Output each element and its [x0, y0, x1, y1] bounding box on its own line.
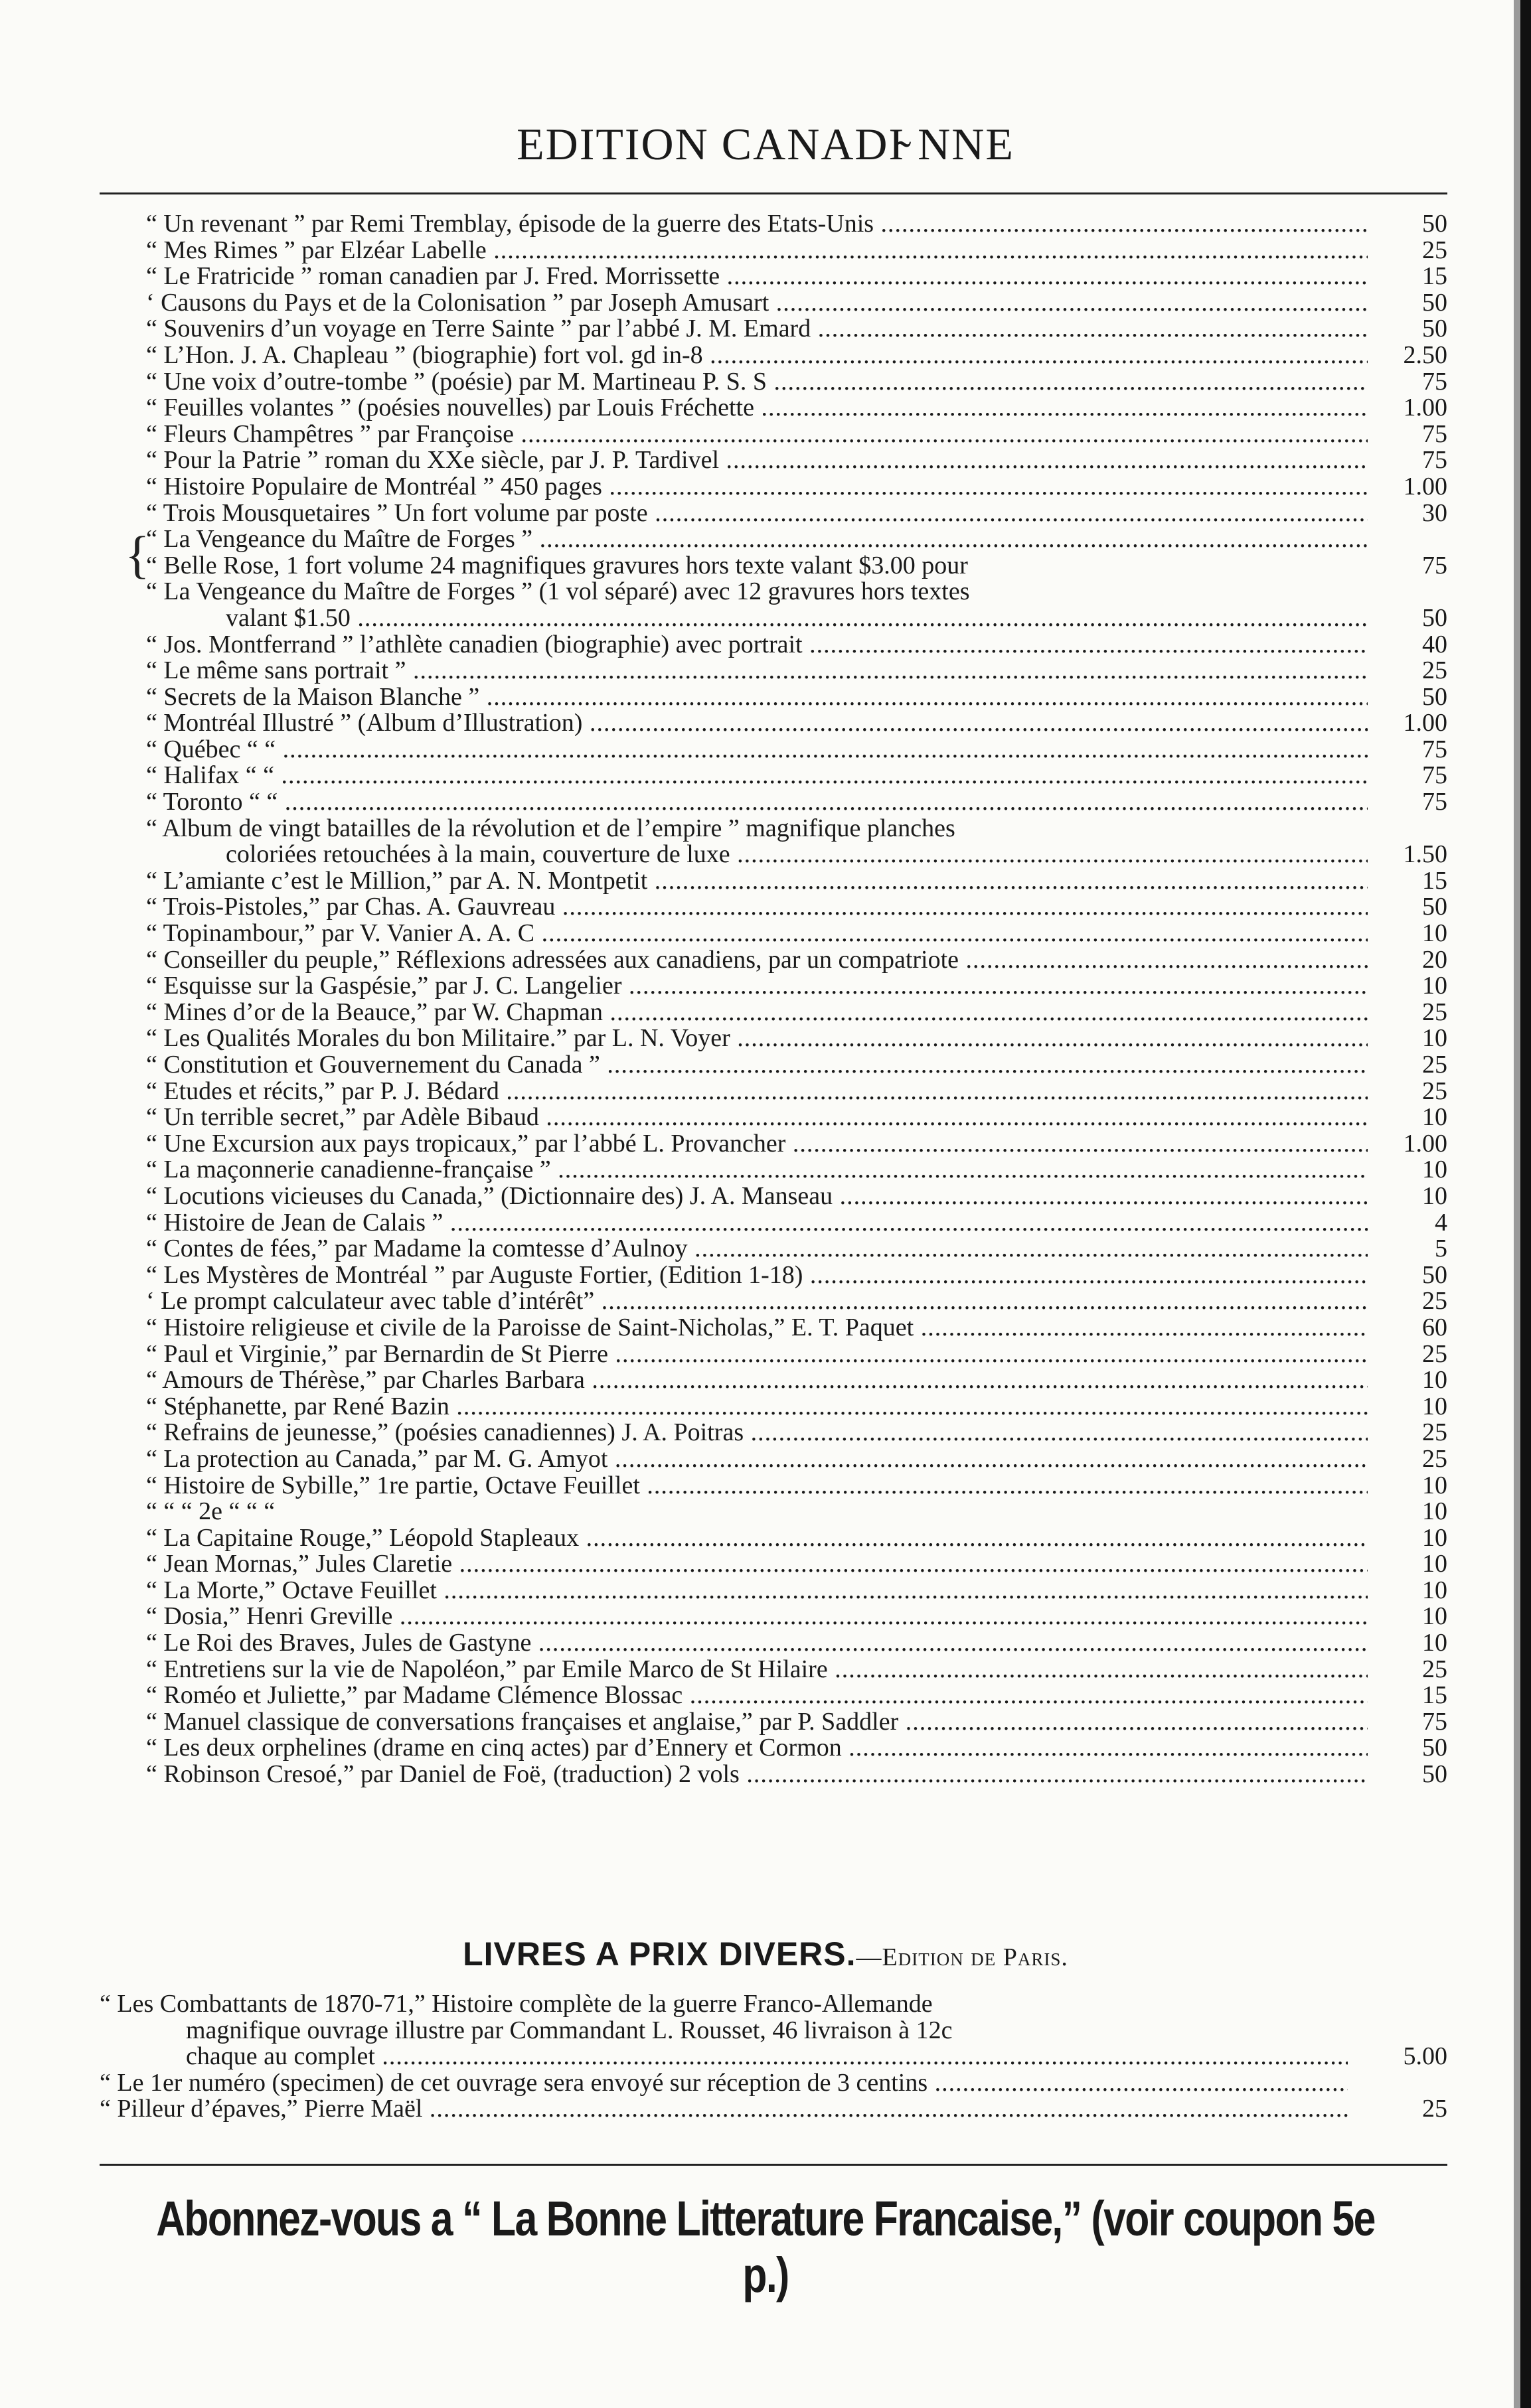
- entry-price: 10: [1422, 1602, 1447, 1631]
- entry-price: 1.00: [1403, 472, 1447, 500]
- entry-title: “ Histoire de Jean de Calais ” .....: [146, 1210, 1368, 1237]
- entry-price: 50: [1422, 1260, 1447, 1289]
- entry-price: 15: [1422, 866, 1447, 895]
- catalog-entry: [100, 2018, 1454, 2044]
- catalog-entry: [126, 474, 1454, 500]
- entry-title: “ Album de vingt batailles de la révolution et de l’empire ” magnifique planches: [146, 815, 955, 842]
- catalog-entry: [126, 1367, 1454, 1394]
- entry-title: “ Mes Rimes ” par Elzéar Labelle .....: [146, 238, 1368, 264]
- entry-price: 10: [1422, 1576, 1447, 1604]
- catalog-entry: [126, 894, 1454, 921]
- entry-price: 10: [1422, 1024, 1447, 1053]
- entry-title: “ Un terrible secret,” par Adèle Bibaud .....: [146, 1104, 1368, 1131]
- entry-price: 20: [1422, 945, 1447, 974]
- entry-price: 15: [1422, 262, 1447, 291]
- entry-price: 50: [1422, 210, 1447, 238]
- page-edge-shadow: [1514, 0, 1520, 2408]
- catalog-entry: [126, 1683, 1454, 1709]
- entry-price: 5.00: [1403, 2042, 1447, 2071]
- entry-price: 10: [1422, 972, 1447, 1000]
- catalog-entry: [126, 710, 1454, 737]
- entry-price: 1.00: [1403, 394, 1447, 422]
- entry-price: 25: [1422, 656, 1447, 685]
- entry-title: “ Montréal Illustré ” (Album d’Illustration) .....: [146, 710, 1368, 737]
- entry-title: “ Robinson Cresoé,” par Daniel de Foë, (traduction) 2 vols .....: [146, 1762, 1368, 1788]
- catalog-entry: [126, 1341, 1454, 1368]
- catalog-entry: [126, 1473, 1454, 1499]
- entry-price: 1.00: [1403, 1129, 1447, 1158]
- catalog-entry: [100, 2044, 1454, 2070]
- catalog-entry: [126, 1499, 1454, 1525]
- entry-price: 25: [1422, 2095, 1447, 2123]
- catalog-entry: [126, 947, 1454, 974]
- catalog-entry: [126, 816, 1454, 842]
- entry-price: 10: [1422, 1156, 1447, 1184]
- entry-price: 25: [1422, 1051, 1447, 1079]
- entry-price: 25: [1422, 1418, 1447, 1447]
- entry-title: “ Jean Mornas,” Jules Claretie .....: [146, 1551, 1368, 1578]
- catalog-entry: [126, 842, 1454, 868]
- subscribe-banner: Abonnez-vous a “ La Bonne Litterature Francaise,” (voir coupon 5e p.): [156, 2191, 1375, 2302]
- catalog-entry: [126, 1157, 1454, 1183]
- catalog-entry: [126, 868, 1454, 895]
- entry-price: 60: [1422, 1313, 1447, 1341]
- catalog-entry: [126, 1657, 1454, 1683]
- entry-title: “ Fleurs Champêtres ” par Françoise .....: [146, 421, 1368, 448]
- catalog-entry: [126, 342, 1454, 369]
- entry-price: 50: [1422, 1734, 1447, 1762]
- entry-title: “ “ “ 2e “ “ “: [146, 1499, 276, 1525]
- section-subtitle: —Edition de Paris.: [856, 1943, 1068, 1971]
- entry-price: 10: [1422, 1497, 1447, 1526]
- catalog-entry: [126, 553, 1454, 579]
- entry-title: “ Conseiller du peuple,” Réflexions adressées aux canadiens, par un compatriote .....: [146, 947, 1368, 974]
- page-edge: [1520, 0, 1531, 2408]
- catalog-entry: [126, 421, 1454, 448]
- entry-title: “ L’Hon. J. A. Chapleau ” (biographie) fort vol. gd in-8 .....: [146, 342, 1368, 369]
- section-title: LIVRES A PRIX DIVERS.: [463, 1935, 856, 1973]
- entry-title: chaque au complet .....: [186, 2044, 1348, 2070]
- entry-title: “ Le 1er numéro (specimen) de cet ouvrage sera envoyé sur réception de 3 centins .....: [100, 2070, 1348, 2097]
- entry-title: “ Le Roi des Braves, Jules de Gastyne .....: [146, 1630, 1368, 1657]
- entry-price: 75: [1422, 551, 1447, 579]
- entry-title: “ Pour la Patrie ” roman du XXe siècle, par J. P. Tardivel .....: [146, 447, 1368, 474]
- catalog-entry: [126, 447, 1454, 474]
- entry-title: “ Locutions vicieuses du Canada,” (Dictionnaire des) J. A. Manseau .....: [146, 1183, 1368, 1210]
- entry-title: “ Histoire de Sybille,” 1re partie, Octave Feuillet .....: [146, 1473, 1368, 1499]
- entry-title: “ Dosia,” Henri Greville .....: [146, 1604, 1368, 1630]
- entry-price: 75: [1422, 367, 1447, 396]
- entry-title: “ Constitution et Gouvernement du Canada ” .....: [146, 1052, 1368, 1079]
- entry-title: “ Les Mystères de Montréal ” par Auguste Fortier, (Edition 1-18) .....: [146, 1262, 1368, 1289]
- entry-title: “ Etudes et récits,” par P. J. Bédard .....: [146, 1079, 1368, 1105]
- entry-title: “ Les Combattants de 1870-71,” Histoire complète de la guerre Franco-Allemande: [100, 1991, 933, 2018]
- catalog-entry: [126, 1104, 1454, 1131]
- entry-title: “ Québec “ “ .....: [146, 737, 1368, 763]
- catalog-entry: [126, 1079, 1454, 1105]
- catalog-entry: [126, 500, 1454, 527]
- entry-title: magnifique ouvrage illustre par Commandant L. Rousset, 46 livraison à 12c: [186, 2017, 953, 2044]
- entry-price: 10: [1422, 1366, 1447, 1394]
- catalog-entry: [126, 1288, 1454, 1315]
- entry-title: “ Une Excursion aux pays tropicaux,” par l’abbé L. Provancher .....: [146, 1131, 1368, 1158]
- entry-price: 50: [1422, 603, 1447, 632]
- catalog-entry: [126, 737, 1454, 763]
- catalog-list-paris: [100, 1991, 1454, 2123]
- entry-price: 75: [1422, 735, 1447, 763]
- entry-title: “ Secrets de la Maison Blanche ” .....: [146, 684, 1368, 711]
- entry-title: “ Un revenant ” par Remi Tremblay, épisode de la guerre des Etats-Unis .....: [146, 211, 1368, 238]
- entry-price: 10: [1422, 1629, 1447, 1657]
- catalog-entry: [126, 211, 1454, 238]
- entry-title: “ Halifax “ “ .....: [146, 763, 1368, 789]
- catalog-entry: [126, 1525, 1454, 1552]
- entry-title: “ Belle Rose, 1 fort volume 24 magnifiques gravures hors texte valant $3.00 pour: [146, 552, 968, 579]
- catalog-entry: [126, 1762, 1454, 1788]
- entry-price: 15: [1422, 1681, 1447, 1710]
- entry-price: 10: [1422, 1392, 1447, 1420]
- catalog-entry: [126, 684, 1454, 711]
- entry-title: “ La Morte,” Octave Feuillet .....: [146, 1578, 1368, 1604]
- entry-title: “ Toronto “ “ .....: [146, 789, 1368, 816]
- catalog-entry: [126, 973, 1454, 1000]
- catalog-entry: [126, 1025, 1454, 1052]
- catalog-entry: [126, 395, 1454, 421]
- entry-price: 25: [1422, 236, 1447, 264]
- entry-title: “ Amours de Thérèse,” par Charles Barbara .....: [146, 1367, 1368, 1394]
- catalog-entry: [100, 2096, 1454, 2123]
- entry-title: “ Une voix d’outre-tombe ” (poésie) par M. Martineau P. S. S .....: [146, 369, 1368, 396]
- entry-price: 75: [1422, 446, 1447, 475]
- entry-price: 75: [1422, 788, 1447, 816]
- entry-price: 40: [1422, 630, 1447, 658]
- catalog-entry: [126, 316, 1454, 342]
- entry-title: “ La Capitaine Rouge,” Léopold Stapleaux .....: [146, 1525, 1368, 1552]
- entry-title: “ Pilleur d’épaves,” Pierre Maël .....: [100, 2096, 1348, 2123]
- entry-title: “ Les Qualités Morales du bon Militaire.” par L. N. Voyer .....: [146, 1025, 1368, 1052]
- catalog-entry: [126, 763, 1454, 789]
- entry-title: “ Refrains de jeunesse,” (poésies canadiennes) J. A. Poitras .....: [146, 1420, 1368, 1446]
- catalog-entry: [126, 1604, 1454, 1630]
- catalog-entry: [126, 1315, 1454, 1341]
- entry-title: “ La maçonnerie canadienne-française ” .....: [146, 1157, 1368, 1183]
- catalog-entry: [126, 1210, 1454, 1237]
- entry-title: ‘ Le prompt calculateur avec table d’intérêt” .....: [146, 1288, 1368, 1315]
- catalog-entry: [126, 1262, 1454, 1289]
- entry-price: 10: [1422, 1181, 1447, 1210]
- catalog-entry: [126, 1551, 1454, 1578]
- catalog-entry: [126, 1630, 1454, 1657]
- brace-bracket: {: [125, 526, 150, 583]
- entry-price: 2.50: [1403, 340, 1447, 369]
- entry-title: “ Entretiens sur la vie de Napoléon,” par Emile Marco de St Hilaire .....: [146, 1657, 1368, 1683]
- entry-title: “ Mines d’or de la Beauce,” par W. Chapman .....: [146, 1000, 1368, 1026]
- entry-price: 25: [1422, 998, 1447, 1026]
- entry-title: “ Jos. Montferrand ” l’athlète canadien (biographie) avec portrait .....: [146, 632, 1368, 658]
- catalog-entry: [126, 1000, 1454, 1026]
- catalog-entry: [126, 369, 1454, 396]
- catalog-list: [126, 211, 1454, 1788]
- entry-title: “ L’amiante c’est le Million,” par A. N. Montpetit .....: [146, 868, 1368, 895]
- entry-title: “ Contes de fées,” par Madame la comtesse d’Aulnoy .....: [146, 1236, 1368, 1262]
- entry-title: “ Le même sans portrait ” .....: [146, 658, 1368, 684]
- entry-price: 50: [1422, 893, 1447, 921]
- catalog-entry: [126, 1236, 1454, 1262]
- entry-title: “ Trois Mousquetaires ” Un fort volume par poste .....: [146, 500, 1368, 527]
- entry-price: 5: [1435, 1235, 1447, 1263]
- entry-price: 25: [1422, 1339, 1447, 1368]
- entry-price: 25: [1422, 1077, 1447, 1105]
- entry-title: “ Stéphanette, par René Bazin .....: [146, 1394, 1368, 1420]
- entry-title: “ Feuilles volantes ” (poésies nouvelles) par Louis Fréchette .....: [146, 395, 1368, 421]
- entry-price: 4: [1435, 1208, 1447, 1237]
- entry-title: “ Esquisse sur la Gaspésie,” par J. C. Langelier .....: [146, 973, 1368, 1000]
- entry-title: “ La Vengeance du Maître de Forges ” (1 vol séparé) avec 12 gravures hors textes: [146, 579, 970, 605]
- entry-title: “ Roméo et Juliette,” par Madame Clémence Blossac .....: [146, 1683, 1368, 1709]
- entry-title: “ La Vengeance du Maître de Forges ” .....: [146, 526, 1368, 553]
- catalog-entry: [126, 1420, 1454, 1446]
- catalog-entry: [126, 1446, 1454, 1473]
- entry-title: “ Le Fratricide ” roman canadien par J. Fred. Morrissette .....: [146, 263, 1368, 290]
- entry-price: 25: [1422, 1287, 1447, 1316]
- entry-title: coloriées retouchées à la main, couverture de luxe .....: [226, 842, 1368, 868]
- entry-price: 50: [1422, 288, 1447, 317]
- entry-price: 10: [1422, 1523, 1447, 1552]
- catalog-entry: [126, 658, 1454, 684]
- entry-title: “ Manuel classique de conversations françaises et anglaise,” par P. Saddler .....: [146, 1709, 1368, 1736]
- catalog-entry: [126, 1735, 1454, 1762]
- catalog-entry: [126, 632, 1454, 658]
- catalog-entry: [126, 238, 1454, 264]
- entry-price: 10: [1422, 1550, 1447, 1578]
- catalog-entry: [126, 1709, 1454, 1736]
- catalog-entry: [126, 789, 1454, 816]
- entry-title: ‘ Causons du Pays et de la Colonisation ” par Joseph Amusart .....: [146, 290, 1368, 317]
- entry-title: “ La protection au Canada,” par M. G. Amyot .....: [146, 1446, 1368, 1473]
- entry-price: 25: [1422, 1444, 1447, 1473]
- catalog-entry: [126, 526, 1454, 553]
- catalog-entry: [126, 290, 1454, 317]
- entry-title: “ Trois-Pistoles,” par Chas. A. Gauvreau .....: [146, 894, 1368, 921]
- entry-price: 1.50: [1403, 840, 1447, 869]
- entry-title: valant $1.50 .....: [226, 605, 1368, 632]
- catalog-entry: [126, 605, 1454, 632]
- entry-title: “ Histoire religieuse et civile de la Paroisse de Saint-Nicholas,” E. T. Paquet .....: [146, 1315, 1368, 1341]
- entry-title: “ Paul et Virginie,” par Bernardin de St Pierre .....: [146, 1341, 1368, 1368]
- catalog-entry: [100, 2070, 1454, 2097]
- footer-rule: [100, 2164, 1447, 2166]
- entry-title: “ Histoire Populaire de Montréal ” 450 pages .....: [146, 474, 1368, 500]
- catalog-entry: [126, 1578, 1454, 1604]
- entry-price: 50: [1422, 682, 1447, 711]
- catalog-entry: [126, 1394, 1454, 1420]
- entry-price: 10: [1422, 1471, 1447, 1499]
- entry-price: 10: [1422, 1103, 1447, 1132]
- entry-price: 10: [1422, 919, 1447, 948]
- catalog-entry: [126, 579, 1454, 605]
- entry-title: “ Souvenirs d’un voyage en Terre Sainte ” par l’abbé J. M. Emard .....: [146, 316, 1368, 342]
- entry-price: 30: [1422, 498, 1447, 527]
- entry-price: 25: [1422, 1655, 1447, 1683]
- entry-price: 1.00: [1403, 709, 1447, 737]
- catalog-entry: [126, 1183, 1454, 1210]
- entry-title: “ Les deux orphelines (drame en cinq actes) par d’Ennery et Cormon .....: [146, 1735, 1368, 1762]
- entry-price: 75: [1422, 761, 1447, 790]
- running-head: EDITION CANADI̴ NNE: [517, 119, 1014, 169]
- entry-price: 50: [1422, 1760, 1447, 1789]
- catalog-entry: [126, 1131, 1454, 1158]
- section-heading: [0, 1935, 1531, 1973]
- catalog-entry: [100, 1991, 1454, 2018]
- entry-price: 50: [1422, 315, 1447, 343]
- entry-price: 75: [1422, 1707, 1447, 1736]
- entry-price: 75: [1422, 419, 1447, 448]
- entry-title: “ Topinambour,” par V. Vanier A. A. C .....: [146, 921, 1368, 947]
- catalog-entry: [126, 1052, 1454, 1079]
- catalog-entry: [126, 921, 1454, 947]
- catalog-entry: [126, 263, 1454, 290]
- header-rule: [100, 192, 1447, 194]
